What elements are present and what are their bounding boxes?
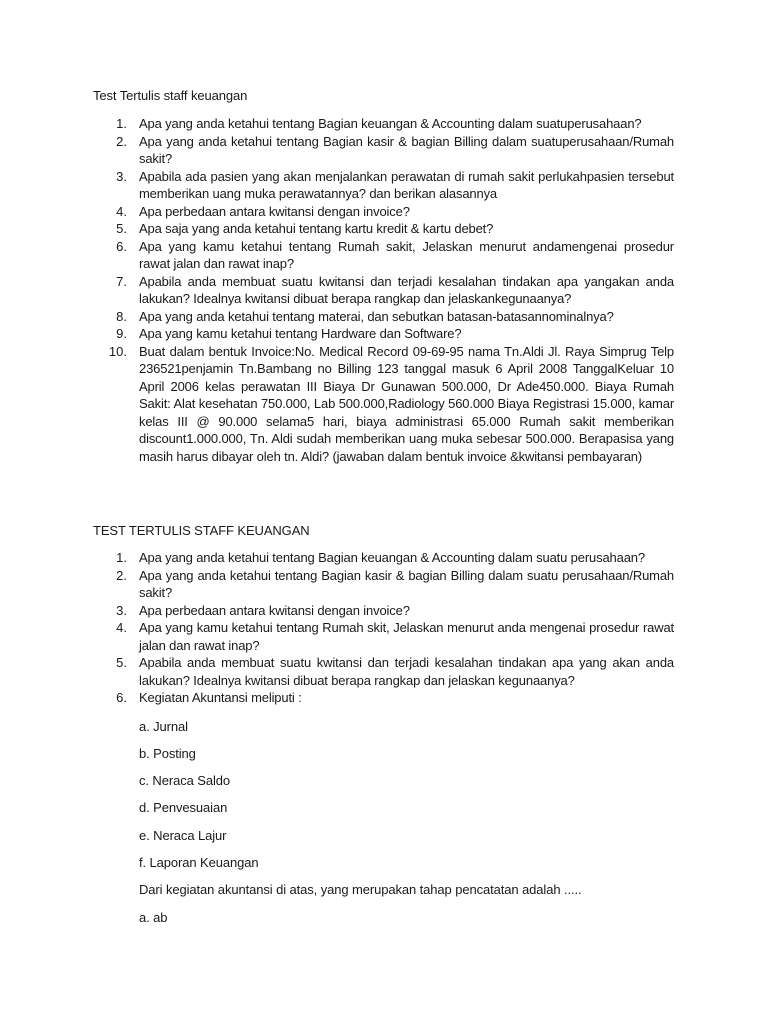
list-item — [93, 549, 674, 567]
item-number: 6. — [116, 690, 127, 705]
list-item — [93, 602, 674, 620]
item-number: 2. — [116, 133, 127, 149]
list-item — [93, 619, 674, 654]
list-item — [93, 567, 674, 602]
question-text: Apa saja yang anda ketahui tentang kartu kredit & kartu debet? — [139, 221, 494, 236]
section-2-question-list — [93, 549, 674, 707]
item-number: 5. — [116, 655, 127, 670]
sub-question: Dari kegiatan akuntansi di atas, yang merupakan tahap pencatatan adalah ..... — [139, 882, 582, 897]
list-item — [93, 238, 674, 273]
item-number: 3. — [116, 602, 127, 618]
list-item — [93, 308, 674, 326]
question-text: Apa perbedaan antara kwitansi dengan invoice? — [139, 602, 410, 618]
item-number: 3. — [116, 168, 127, 184]
sub-item-neraca-lajur: e. Neraca Lajur — [139, 828, 227, 843]
sub-item-jurnal: a. Jurnal — [139, 719, 188, 734]
question-text: Apa yang kamu ketahui tentang Hardware dan Software? — [139, 326, 462, 341]
question-text: Apabila anda membuat suatu kwitansi dan terjadi kesalahan tindakan apa yang akan anda lakukan? Idealnya kwitansi dibuat berapa rangkap dan jelaskan kegunaanya? — [139, 655, 674, 688]
item-number: 8. — [116, 308, 127, 324]
section-1-question-list — [93, 115, 674, 465]
list-item — [93, 654, 674, 689]
item-number: 7. — [116, 273, 127, 289]
item-number: 10. — [108, 343, 127, 359]
list-item — [93, 689, 674, 707]
sub-item-penyesuaian: d. Penvesuaian — [139, 800, 228, 815]
section-2-title: TEST TERTULIS STAFF KEUANGAN — [93, 523, 310, 538]
item-number: 1. — [116, 116, 127, 131]
sub-item-posting: b. Posting — [139, 746, 196, 761]
question-text: Kegiatan Akuntansi meliputi : — [139, 690, 302, 705]
question-text: Apa perbedaan antara kwitansi dengan invoice? — [139, 203, 410, 219]
question-text: Apa yang kamu ketahui tentang Rumah skit, Jelaskan menurut anda mengenai prosedur rawat jalan dan rawat inap? — [139, 620, 674, 653]
item-number: 5. — [116, 221, 127, 236]
item-number: 4. — [116, 203, 127, 219]
list-item — [93, 133, 674, 168]
question-text: Apabila anda membuat suatu kwitansi dan terjadi kesalahan tindakan apa yangakan anda lakukan? Idealnya kwitansi dibuat berapa rangkap dan jelaskankegunaanya? — [139, 273, 674, 306]
answer-text: a. ab — [139, 910, 168, 925]
sub-item-neraca-saldo: c. Neraca Saldo — [139, 773, 230, 788]
question-text: Buat dalam bentuk Invoice:No. Medical Record 09-69-95 nama Tn.Aldi Jl. Raya Simprug Telp 236521penjamin Tn.Bambang no Billing 123 tanggal masuk 6 April 2008 TanggalKeluar 10 April 2006 kelas perawatan III Biaya Dr Gunawan 500.000, Dr Ade450.000. Biaya Rumah Sakit: Alat kesehatan 750.000, Lab 500.000,Radiology 560.000 Biaya Registrasi 15.000, kamar kelas III @ 90.000 selama5 hari, biaya administrasi 65.000 Rumah sakit memberikan discount1.000.000, Tn. Aldi sudah memberikan uang muka sebesar 500.000. Berapasisa yang masih harus dibayar oleh tn. Aldi? (jawaban dalam bentuk invoice &kwitansi pembayaran) — [139, 343, 674, 464]
question-text: Apa yang kamu ketahui tentang Rumah sakit, Jelaskan menurut andamengenai prosedur rawat jalan dan rawat inap? — [139, 238, 674, 271]
list-item — [93, 203, 674, 221]
question-text: Apa yang anda ketahui tentang Bagian kasir & bagian Billing dalam suatuperusahaan/Rumah sakit? — [139, 133, 674, 166]
list-item — [93, 343, 674, 466]
list-item — [93, 325, 674, 343]
item-number: 1. — [116, 550, 127, 565]
list-item — [93, 115, 674, 133]
list-item — [93, 168, 674, 203]
question-text: Apa yang anda ketahui tentang Bagian keuangan & Accounting dalam suatuperusahaan? — [139, 116, 642, 131]
question-text: Apabila ada pasien yang akan menjalankan perawatan di rumah sakit perlukahpasien tersebut memberikan uang muka perawatannya? dan berikan alasannya — [139, 168, 674, 201]
item-number: 6. — [116, 238, 127, 254]
item-number: 4. — [116, 620, 127, 635]
list-item — [93, 273, 674, 308]
item-number: 9. — [116, 326, 127, 341]
section-1-title: Test Tertulis staff keuangan — [93, 88, 248, 103]
question-text: Apa yang anda ketahui tentang Bagian keuangan & Accounting dalam suatu perusahaan? — [139, 550, 645, 565]
item-number: 2. — [116, 567, 127, 583]
list-item — [93, 220, 674, 238]
sub-item-laporan-keuangan: f. Laporan Keuangan — [139, 855, 259, 870]
question-text: Apa yang anda ketahui tentang Bagian kasir & bagian Billing dalam suatu perusahaan/Rumah sakit? — [139, 567, 674, 600]
question-text: Apa yang anda ketahui tentang materai, dan sebutkan batasan-batasannominalnya? — [139, 308, 614, 324]
